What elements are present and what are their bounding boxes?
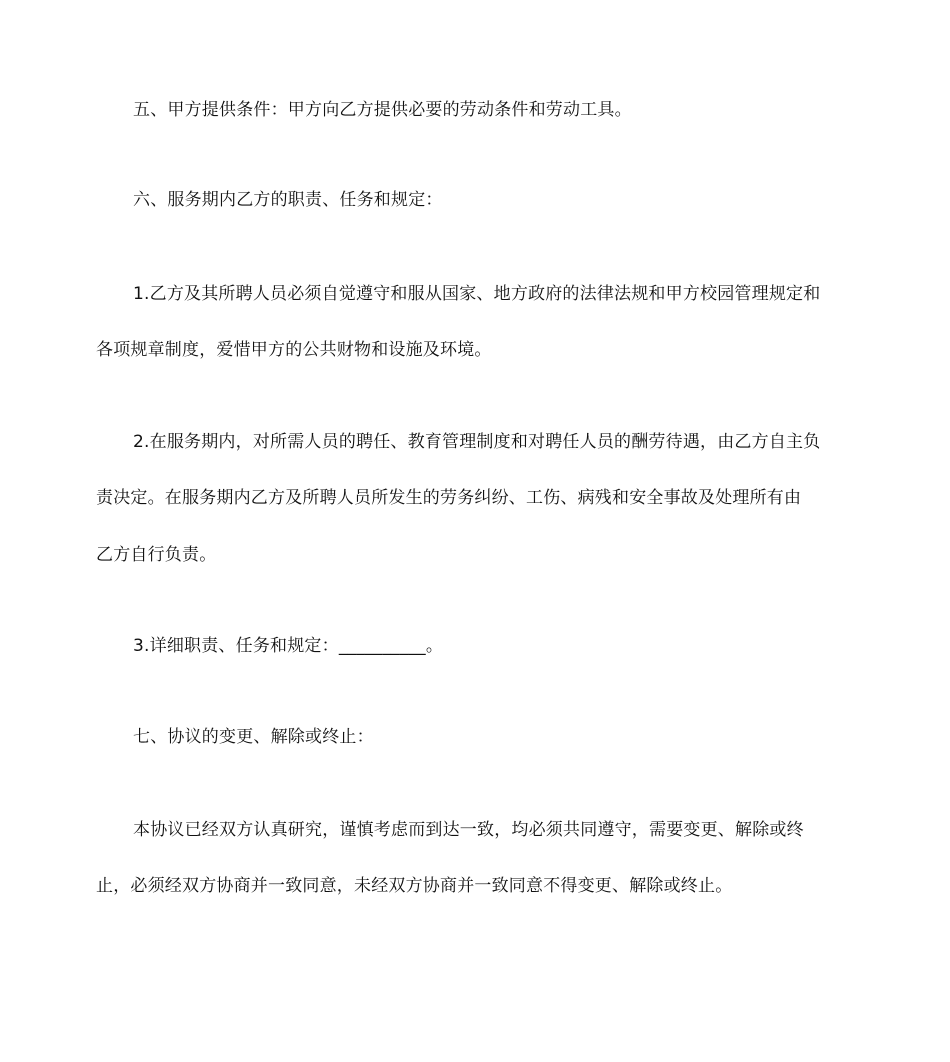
clause-5-heading: 五、甲方提供条件：甲方向乙方提供必要的劳动条件和劳动工具。 (133, 100, 632, 120)
clause-6-2-line-1: 2.在服务期内，对所需人员的聘任、教育管理制度和对聘任人员的酬劳待遇，由乙方自主负 (133, 432, 821, 452)
clause-6-1-line-1: 1.乙方及其所聘人员必须自觉遵守和服从国家、地方政府的法律法规和甲方校园管理规定和 (133, 284, 821, 304)
clause-7-body-line-2: 止，必须经双方协商并一致同意，未经双方协商并一致同意不得变更、解除或终止。 (96, 876, 733, 896)
clause-6-heading: 六、服务期内乙方的职责、任务和规定： (133, 190, 443, 210)
clause-6-3-line: 3.详细职责、任务和规定：__________。 (133, 636, 444, 656)
clause-7-body-line-1: 本协议已经双方认真研究，谨慎考虑而到达一致，均必须共同遵守，需要变更、解除或终 (133, 820, 804, 840)
clause-7-heading: 七、协议的变更、解除或终止： (133, 727, 374, 747)
clause-6-2-line-3: 乙方自行负责。 (96, 545, 217, 565)
clause-6-2-line-2: 责决定。在服务期内乙方及所聘人员所发生的劳务纠纷、工伤、病残和安全事故及处理所有由 (96, 488, 802, 508)
clause-6-1-line-2: 各项规章制度，爱惜甲方的公共财物和设施及环境。 (96, 340, 492, 360)
